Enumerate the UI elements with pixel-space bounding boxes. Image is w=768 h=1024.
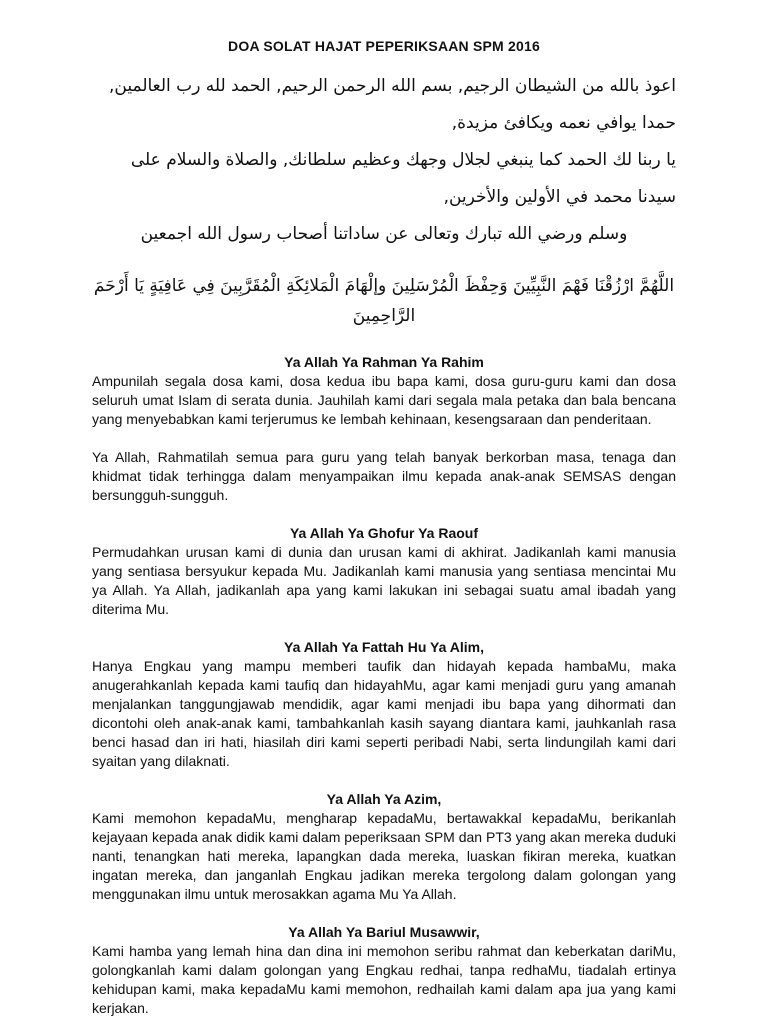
section-heading: Ya Allah Ya Rahman Ya Rahim <box>284 354 484 370</box>
section-ghofur-raouf <box>92 524 676 619</box>
arabic-prayer: اللَّهُمَّ ارْزُقْنَا فَهْمَ النَّبِيِّينَ وَحِفْظَ الْمُرْسَلِينَ وإلْهَامَ الْمَلائِكَةِ الْمُقَرَّبِينَ فِي عَافِيَةٍ يَا أَرْحَمَ الرَّاحِمِينَ <box>93 276 675 326</box>
section-paragraph: Ampunilah segala dosa kami, dosa kedua ibu bapa kami, dosa guru-guru kami dan dosa seluruh umat Islam di serata dunia. Jauhilah kami dari segala mala petaka dan bala bencana yang menyebabkan kami terjerumus ke lembah kehinaan, kesengsaraan dan penderitaan. <box>92 373 676 427</box>
section-paragraph: Hanya Engkau yang mampu memberi taufik dan hidayah kepada hambaMu, maka anugerahkanlah kepada kami taufiq dan hidayahMu, agar kami menjadi guru yang amanah menjalankan tanggungjawab mendidik, agar kami menjadi ibu bapa yang dihormati dan dicontohi oleh anak-anak kami, tambahkanlah kasih sayang diantara kami, jauhkanlah rasa benci hasad dan iri hati, hiasilah diri kami seperti peribadi Nabi, serta lindungilah kami dari syaitan yang dilaknati. <box>92 658 676 769</box>
section-paragraph: Permudahkan urusan kami di dunia dan urusan kami di akhirat. Jadikanlah kami manusia yang sentiasa bersyukur kepada Mu. Jadikanlah kami manusia yang sentiasa mencintai Mu ya Allah. Ya Allah, jadikanlah apa yang kami lakukan ini sebagai suatu amal ibadah yang diterima Mu. <box>92 544 676 617</box>
section-heading: Ya Allah Ya Bariul Musawwir, <box>288 924 480 940</box>
section-paragraph: Ya Allah, Rahmatilah semua para guru yang telah banyak berkorban masa, tenaga dan khidmat tidak terhingga dalam menyampaikan ilmu kepada anak-anak SEMSAS dengan bersungguh-sungguh. <box>92 449 676 503</box>
section-heading: Ya Allah Ya Ghofur Ya Raouf <box>289 525 479 541</box>
arabic-opening-line-3: وسلم ورضي الله تبارك وتعالى عن ساداتنا أصحاب رسول الله اجمعين <box>140 224 628 244</box>
arabic-opening-line-1: اعوذ بالله من الشيطان الرجيم, بسم الله الرحمن الرحيم, الحمد لله رب العالمين, حمدا يوافي نعمه ويكافئ مزيدة, <box>109 76 676 133</box>
section-paragraph: Kami memohon kepadaMu, mengharap kepadaMu, bertawakkal kepadaMu, berikanlah kejayaan kepada anak didik kami dalam peperiksaan SPM dan PT3 yang akan mereka duduki nanti, tenangkan hati mereka, lapangkan dada mereka, luaskan fikiran mereka, kuatkan ingatan mereka, dan janganlah Engkau jadikan mereka tergolong dalam golongan yang menggunakan ilmu untuk merosakkan agama Mu Ya Allah. <box>92 810 676 902</box>
document-title: DOA SOLAT HAJAT PEPERIKSAAN SPM 2016 <box>228 38 540 54</box>
arabic-opening <box>92 68 676 253</box>
arabic-opening-line-2: يا ربنا لك الحمد كما ينبغي لجلال وجهك وعظيم سلطانك, والصلاة والسلام على سيدنا محمد في الأولين والأخرين, <box>130 150 676 207</box>
section-paragraph: Kami hamba yang lemah hina dan dina ini memohon seribu rahmat dan keberkatan dariMu, golongkanlah kami dalam golongan yang Engkau redhai, tanpa redhaMu, tiadalah ertinya kehidupan kami, maka kepadaMu kami memohon, redhailah kami dalam apa jua yang kami kerjakan. <box>92 943 676 1016</box>
section-rahman-rahim <box>92 353 676 505</box>
section-bariul-musawwir <box>92 923 676 1018</box>
section-heading: Ya Allah Ya Fattah Hu Ya Alim, <box>284 639 484 655</box>
section-heading: Ya Allah Ya Azim, <box>326 791 442 807</box>
section-fattah-alim <box>92 638 676 771</box>
section-azim <box>92 790 676 904</box>
